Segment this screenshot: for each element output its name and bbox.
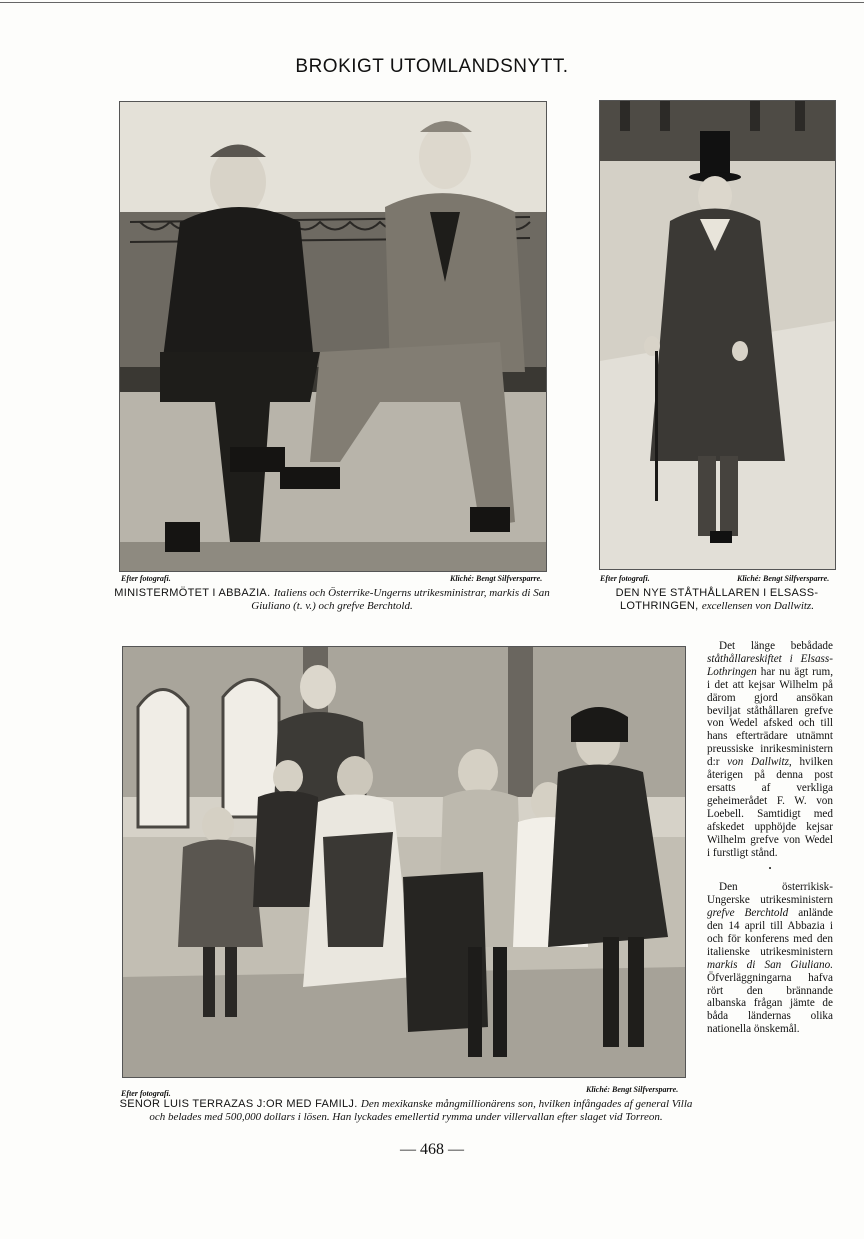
article-column: [707, 640, 833, 1036]
p1-text-a: Det länge bebådade: [719, 640, 833, 652]
photo1-caption-lead: MINISTERMÖTET I ABBAZIA.: [114, 587, 274, 599]
top-rule: [0, 2, 864, 3]
p1-text-c: hvilken återigen på denna post ersatts af verkliga geheimerådet F. W. von Loebell. Samtidigt med afskedet upphöjde kejsar Wilhelm grefve von Wedel i furstligt stånd.: [707, 756, 833, 859]
photo1-credit-left: Efter fotografi.: [121, 574, 171, 583]
p1-italic-2: von Dallwitz,: [727, 756, 792, 769]
p2-text-c: Öfverläggningarna hafva rört den brännande albanska frågan jämte de båda ländernas olika nationella önskemål.: [707, 971, 833, 1036]
p2-text-a: Den österrikisk-Ungerske utrikesministern: [707, 881, 833, 907]
photo1-caption: [112, 587, 552, 613]
article-paragraph-1: [707, 640, 833, 859]
photo-stathallaren: [599, 100, 836, 570]
p1-text-b: har nu ägt rum, i det att kejsar Wilhelm på därom gjord ansökan beviljat ståthållaren grefve von Wedel afsked och till hans efterträdare utnämnt preussiske inrikesministern d:r: [707, 665, 833, 769]
p2-text-b: anlände den 14 april till Abbazia i och för konferens med den italienske utrikesministern: [707, 907, 833, 958]
page-title: BROKIGT UTOMLANDSNYTT.: [295, 56, 569, 77]
p2-italic-2: markis di San Giuliano.: [707, 958, 833, 971]
photo-terrazas-familj: [122, 646, 686, 1078]
photo3-caption: [118, 1098, 694, 1124]
photo2-credit-left: Efter fotografi.: [600, 574, 650, 583]
photo2-credit-right: Kliché: Bengt Silfversparre.: [737, 574, 830, 583]
photo1-credit-right: Kliché: Bengt Silfversparre.: [450, 574, 543, 583]
photo3-caption-lead: SENOR LUIS TERRAZAS J:OR MED FAMILJ.: [119, 1098, 361, 1110]
p2-italic-1: grefve Berchtold: [707, 907, 789, 920]
photo1-caption-text: Italiens och Österrike-Ungerns utrikesministrar, markis di San Giuliano (t. v.) och grefve Berchtold.: [251, 587, 550, 612]
page-number: — 468 —: [400, 1141, 464, 1158]
photo2-caption: [592, 587, 842, 613]
p1-italic-1: ståthållareskiftet i Elsass-Lothringen: [707, 652, 833, 678]
article-paragraph-2: [707, 881, 833, 1036]
photo3-credit-right: Kliché: Bengt Silfversparre.: [586, 1085, 679, 1094]
photo2-caption-text: excellensen von Dallwitz.: [701, 600, 814, 612]
photo3-caption-text: Den mexikanske mångmillionärens son, hvilken infångades af general Villa och belades med 500,000 dollars i lösen. Han lyckades emellertid rymma under villervallan efter slaget vid Torreon.: [149, 1098, 693, 1123]
photo-ministermotet: [119, 101, 547, 572]
article-separator: •: [768, 864, 772, 874]
photo2-caption-lead: DEN NYE STÅTHÅLLAREN I ELSASS-LOTHRINGEN,: [615, 587, 819, 612]
photo3-credit-left: Efter fotografi.: [121, 1089, 171, 1098]
